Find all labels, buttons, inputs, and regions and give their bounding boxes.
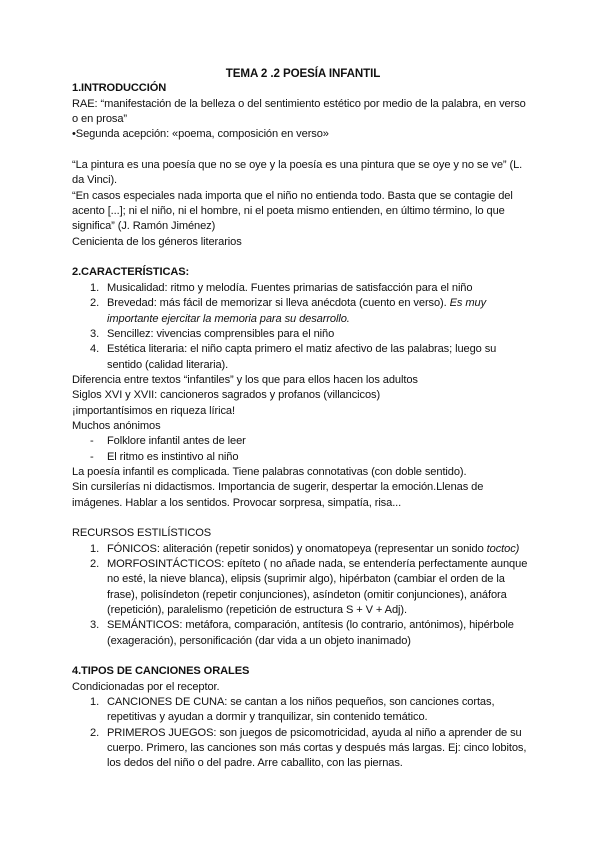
- list-item: 4. Estética literaria: el niño capta primero el matiz afectivo de las palabras; luego su sentido (calidad literaria).: [90, 343, 497, 371]
- list-item: 2. MORFOSINTÁCTICOS: epíteto ( no añade nada, se entendería perfectamente aunque no esté, la nieve blanca), elipsis (suprimir algo), hipérbaton (cambiar el orden de la frase), polisíndeton (repetir conjunciones), asíndeton (omitir conjunciones), anáfora (repetición), paralelismo (repetición de estructura S + V + Adj).: [90, 558, 528, 617]
- list-item: 1. Musicalidad: ritmo y melodía. Fuentes primarias de satisfacción para el niño: [90, 281, 473, 294]
- section-heading-introduccion: 1.INTRODUCCIÓN: [72, 82, 167, 95]
- section-heading-caracteristicas: 2.CARACTERÍSTICAS:: [72, 266, 190, 279]
- characteristics-list: [72, 281, 534, 373]
- list-item: 2. Brevedad: más fácil de memorizar si lleva anécdota (cuento en verso). Es muy importante ejercitar la memoria para su desarrollo.: [90, 297, 487, 325]
- paragraph-importantisimos: ¡importantísimos en riqueza lírica!: [72, 404, 235, 417]
- anonimos-list: [72, 434, 534, 465]
- list-item: 3. Sencillez: vivencias comprensibles para el niño: [90, 327, 335, 340]
- section-heading-recursos: RECURSOS ESTILÍSTICOS: [72, 527, 212, 540]
- paragraph-siglos: Siglos XVI y XVII: cancioneros sagrados y profanos (villancicos): [72, 389, 381, 402]
- document-title: TEMA 2 .2 POESÍA INFANTIL: [225, 67, 381, 80]
- list-item: 1. FÓNICOS: aliteración (repetir sonidos) y onomatopeya (representar un sonido toctoc): [90, 542, 520, 555]
- quote-jimenez: “En casos especiales nada importa que el niño no entienda todo. Basta que se contagie del acento [...]; ni el niño, ni el hombre, ni el poeta mismo entienden, en último término, lo que significa” (J. Ramón Jiménez): [72, 189, 513, 233]
- quote-da-vinci: “La pintura es una poesía que no se oye y la poesía es una pintura que se oye y no se ve” (L. da Vinci).: [72, 159, 523, 187]
- list-item: - El ritmo es instintivo al niño: [90, 450, 239, 463]
- recursos-list: [72, 542, 534, 649]
- paragraph-rae: RAE: “manifestación de la belleza o del sentimiento estético por medio de la palabra, en verso o en prosa”: [72, 97, 526, 126]
- paragraph-cenicienta: Cenicienta de los géneros literarios: [72, 235, 242, 248]
- paragraph-condicionadas: Condicionadas por el receptor.: [72, 680, 220, 693]
- list-item: 1. CANCIONES DE CUNA: se cantan a los niños pequeños, son canciones cortas, repetitivas y ayudan a dormir y tranquilizar, sin contenido temático.: [90, 696, 495, 724]
- paragraph-diferencia: Diferencia entre textos “infantiles” y los que para ellos hacen los adultos: [72, 373, 418, 386]
- paragraph-cursilerias: Sin cursilerías ni didactismos. Importancia de sugerir, despertar la emoción.Llenas de imágenes. Hablar a los sentidos. Provocar sorpresa, simpatía, risa...: [72, 481, 484, 509]
- section-heading-canciones: 4.TIPOS DE CANCIONES ORALES: [72, 665, 250, 678]
- list-item: 3. SEMÁNTICOS: metáfora, comparación, antítesis (lo contrario, antónimos), hipérbole (exageración), personificación (dar vida a un objeto inanimado): [90, 619, 514, 647]
- list-item: - Folklore infantil antes de leer: [90, 435, 246, 448]
- paragraph-complicada: La poesía infantil es complicada. Tiene palabras connotativas (con doble sentido).: [72, 465, 467, 478]
- document-page: [72, 66, 534, 772]
- paragraph-anonimos: Muchos anónimos: [72, 419, 161, 432]
- paragraph-segunda-acepcion: •Segunda acepción: «poema, composición en verso»: [72, 128, 329, 141]
- list-item: 2. PRIMEROS JUEGOS: son juegos de psicomotricidad, ayuda al niño a aprender de su cuerpo. Primero, las canciones son más cortas y después más largas. Ej: cinco lobitos, los dedos del niño o del padre. Arre caballito, con las piernas.: [90, 726, 527, 770]
- canciones-list: [72, 695, 534, 772]
